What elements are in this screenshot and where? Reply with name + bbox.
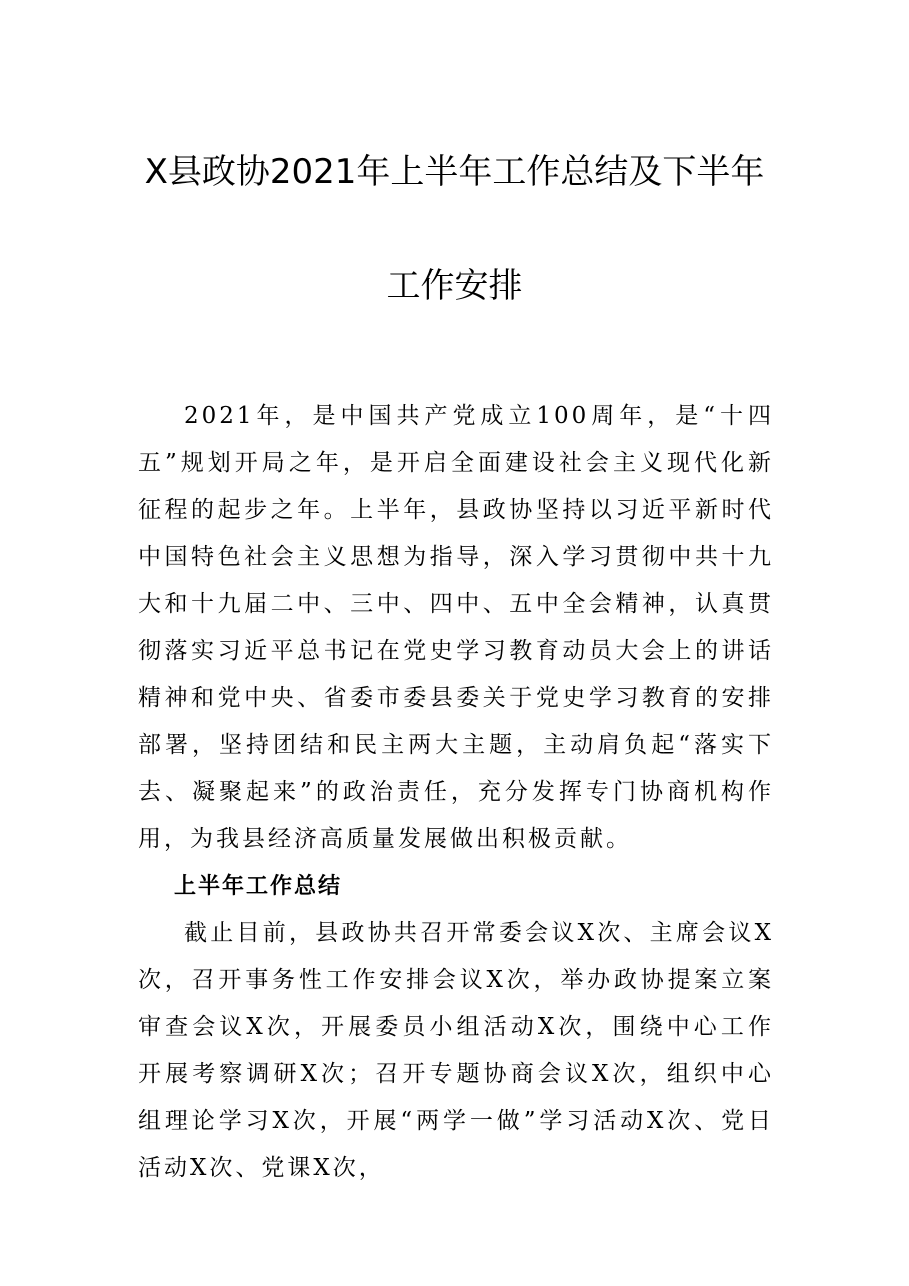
document-title-line-2: 工作安排: [386, 266, 523, 306]
section-heading: 上半年工作总结: [174, 874, 343, 899]
intro-paragraph: 2021年，是中国共产党成立100周年，是“十四五”规划开局之年，是开启全面建设社会主义现代化新征程的起步之年。上半年，县政协坚持以习近平新时代中国特色社会主义思想为指导，深入学习贯彻中共十九大和十九届二中、三中、四中、五中全会精神，认真贯彻落实习近平总书记在党史学习教育动员大会上的讲话精神和党中央、省委市委县委关于党史学习教育的安排部署，坚持团结和民主两大主题，主动肩负起“落实下去、凝聚起来”的政治责任，充分发挥专门协商机构作用，为我县经济高质量发展做出积极贡献。: [138, 403, 774, 852]
section-paragraph: 截止目前，县政协共召开常委会议X次、主席会议X次，召开事务性工作安排会议X次，举办政协提案立案审查会议X次，开展委员小组活动X次，围绕中心工作开展考察调研X次；召开专题协商会议X次，组织中心组理论学习X次，开展“两学一做”学习活动X次、党日活动X次、党课X次，: [138, 920, 774, 1181]
document-body: [138, 393, 774, 1192]
document-title-line-1: X县政协2021年上半年工作总结及下半年: [144, 152, 765, 192]
